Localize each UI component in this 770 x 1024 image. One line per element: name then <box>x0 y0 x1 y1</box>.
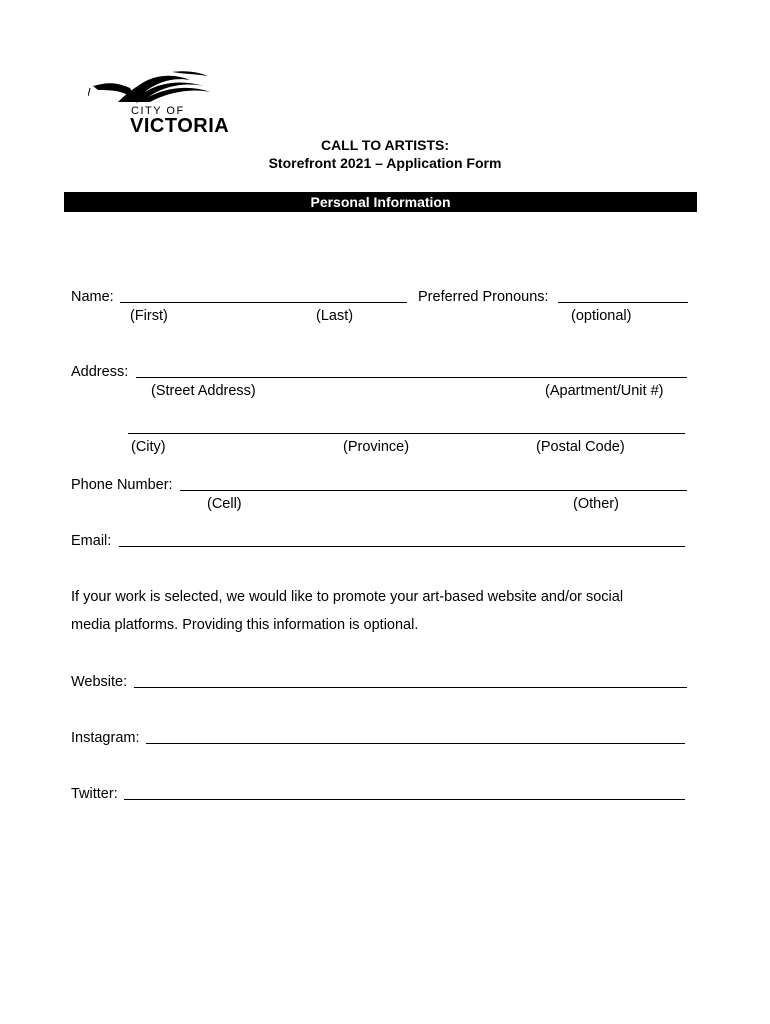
instagram-label: Instagram: <box>71 730 140 746</box>
address-street-input-line[interactable] <box>136 377 687 378</box>
address-street-caption: (Street Address) <box>151 383 256 399</box>
phone-cell-caption: (Cell) <box>207 496 242 512</box>
name-input-line[interactable] <box>120 302 407 303</box>
twitter-input-line[interactable] <box>124 799 685 800</box>
instagram-input-line[interactable] <box>146 743 685 744</box>
address-label: Address: <box>71 364 129 380</box>
website-label: Website: <box>71 674 128 690</box>
address-unit-caption: (Apartment/Unit #) <box>545 383 664 399</box>
pronouns-label: Preferred Pronouns: <box>418 289 549 305</box>
name-label: Name: <box>71 289 114 305</box>
email-label: Email: <box>71 533 112 549</box>
promo-text-line-2: media platforms. Providing this information is optional. <box>71 617 419 633</box>
logo-city-of: CITY OF <box>131 105 185 117</box>
phone-label: Phone Number: <box>71 477 173 493</box>
phone-other-caption: (Other) <box>573 496 619 512</box>
address-province-caption: (Province) <box>343 439 410 455</box>
address-city-input-line[interactable] <box>128 433 685 434</box>
website-input-line[interactable] <box>134 687 687 688</box>
logo-victoria: VICTORIA <box>130 115 230 137</box>
promo-text-line-1: If your work is selected, we would like to promote your art-based website and/or social <box>71 589 624 605</box>
victoria-wave-icon <box>88 68 240 108</box>
pronouns-input-line[interactable] <box>558 302 688 303</box>
email-input-line[interactable] <box>119 546 685 547</box>
form-subtitle: Storefront 2021 – Application Form <box>268 155 502 171</box>
pronouns-optional-caption: (optional) <box>571 308 632 324</box>
form-title: CALL TO ARTISTS: <box>320 137 450 153</box>
address-postal-caption: (Postal Code) <box>536 439 625 455</box>
city-of-victoria-logo <box>88 68 240 140</box>
name-last-caption: (Last) <box>316 308 354 324</box>
phone-input-line[interactable] <box>180 490 687 491</box>
address-city-caption: (City) <box>131 439 166 455</box>
name-first-caption: (First) <box>130 308 168 324</box>
section-header-personal-information: Personal Information <box>64 192 697 212</box>
twitter-label: Twitter: <box>71 786 118 802</box>
